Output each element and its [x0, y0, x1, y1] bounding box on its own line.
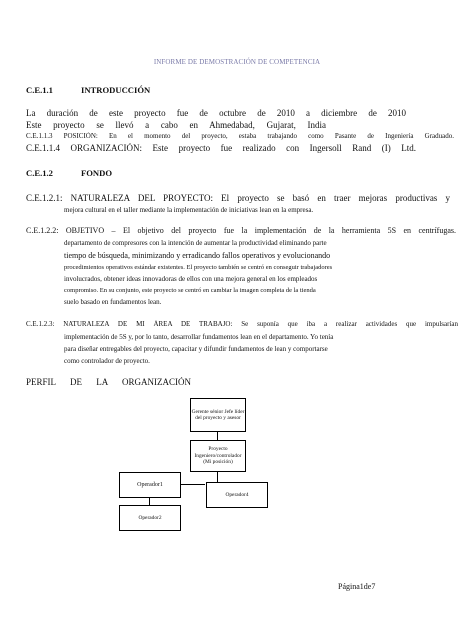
intro-duration-line: La duración de este proyecto fue de octubre de 2010 a diciembre de 2010	[26, 108, 406, 118]
section-number: C.E.1.2	[26, 168, 53, 178]
intro-location-line: Este proyecto se llevó a cabo en Ahmedabad, Gujarat, India	[26, 120, 326, 130]
section-title: INTRODUCCIÓN	[81, 85, 151, 95]
fondo-nature-line-2: mejora cultural en el taller mediante la implementación de iniciativas lean en la empresa.	[64, 206, 314, 214]
fondo-objective-line-7: suelo basado en fundamentos lean.	[64, 298, 162, 306]
fondo-work-area-line-3: para diseñar entregables del proyecto, capacitar y difundir fundamentos de lean y comportarse	[64, 345, 328, 353]
org-box-project-engineer: Proyecto Ingeniero/controlador (Mi posición)	[190, 440, 246, 472]
fondo-objective-line-1: C.E.1.2.2: OBJETIVO – El objetivo del proyecto fue la implementación de la herramienta 5S en centrífugas.	[26, 226, 456, 235]
org-box-senior-manager: Gerente sénior Jefe líder del proyecto y asesor	[190, 398, 246, 432]
intro-organization-line: C.E.1.1.4 ORGANIZACIÓN: Este proyecto fue realizado con Ingersoll Rand (I) Ltd.	[26, 143, 416, 153]
fondo-nature-line-1: C.E.1.2.1: NATURALEZA DEL PROYECTO: El proyecto se basó en traer mejoras productivas y	[26, 193, 450, 203]
section-heading-fondo	[26, 168, 112, 178]
fondo-objective-line-6: compromiso. En su conjunto, este proyecto se centró en cambiar la imagen completa de la tienda	[64, 287, 316, 294]
org-box-operator-2: Operador2	[119, 505, 181, 531]
fondo-work-area-line-1: C.E.1.2.3: NATURALEZA DE MI ÁREA DE TRABAJO: Se suponía que iba a realizar actividades que impulsarían	[26, 320, 458, 328]
fondo-work-area-line-2: implementación de 5S y, por lo tanto, desarrollar fundamentos lean en el departamento. Yo tenía	[64, 333, 334, 341]
section-title: FONDO	[81, 168, 113, 178]
org-connector	[180, 484, 205, 485]
fondo-objective-line-4: procedimientos operativos estándar existentes. El proyecto también se centró en conseguir trabajadores	[64, 264, 333, 271]
section-number: C.E.1.1	[26, 85, 53, 95]
organization-profile-title: PERFIL DE LA ORGANIZACIÓN	[26, 377, 191, 387]
fondo-objective-line-3: tiempo de búsqueda, minimizando y erradicando fallos operativos y evolucionando	[64, 251, 331, 260]
fondo-objective-line-2: departamento de compresores con la intención de aumentar la productividad eliminando parte	[64, 239, 327, 247]
fondo-objective-line-5: involucrados, obtener ideas innovadoras de ellos con una mejora general en los empleados	[64, 275, 318, 283]
intro-position-line: C.E.1.1.3 POSICIÓN: En el momento del proyecto, estaba trabajando como Pasante de Ingeniería Graduado.	[26, 132, 454, 140]
page-number: Página1de7	[338, 582, 376, 591]
org-box-operator-4: Operador4	[206, 482, 268, 508]
org-box-operator-1: Operador1	[119, 472, 181, 498]
page-header: INFORME DE DEMOSTRACIÓN DE COMPETENCIA	[153, 58, 321, 66]
fondo-work-area-line-4: como controlador de proyecto.	[64, 357, 150, 365]
org-connector	[149, 497, 150, 505]
org-connector	[217, 431, 218, 440]
section-heading-introduccion	[26, 85, 150, 95]
